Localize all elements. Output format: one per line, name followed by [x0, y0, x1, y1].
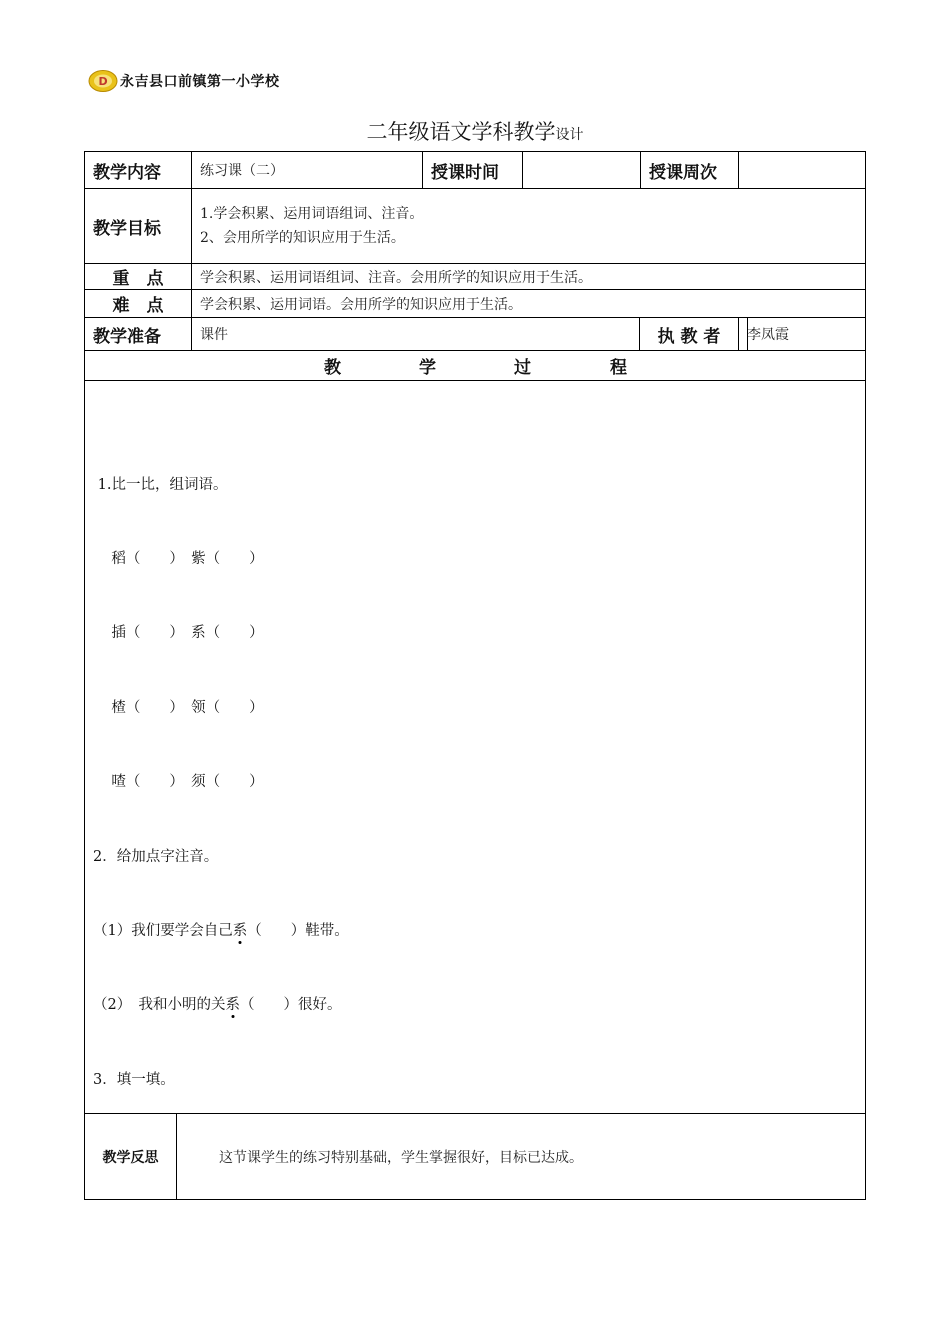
- process-text: （1）我们要学会自己: [93, 922, 233, 939]
- process-header-1: 教: [324, 358, 341, 378]
- lesson-plan-table: [84, 151, 866, 1200]
- reflection-text: 这节课学生的练习特别基础，学生掌握很好，目标已达成。: [219, 1149, 583, 1166]
- process-content: [93, 423, 503, 1114]
- svg-text:D: D: [98, 75, 108, 88]
- goal-value: [192, 189, 866, 264]
- process-line: [93, 993, 503, 1018]
- goal-line-2: 2、会用所学的知识应用于生活。: [200, 230, 405, 246]
- process-header: [85, 351, 866, 381]
- content-label: 教学内容: [85, 152, 192, 189]
- key-point-label: 重 点: [85, 264, 192, 290]
- time-label: 授课时间: [423, 152, 523, 189]
- content-value: 练习课（二）: [192, 152, 423, 189]
- teacher-label-text: 执 教 者: [657, 326, 721, 347]
- process-line: 2．给加点字注音。: [93, 848, 219, 865]
- goal-label: 教学目标: [85, 189, 192, 264]
- process-line: 1.比一比，组词语。: [93, 476, 228, 493]
- dotted-char: 系: [225, 997, 240, 1014]
- process-header-3: 过: [514, 358, 531, 378]
- key-point-value: 学会积累、运用词语组词、注音。会用所学的知识应用于生活。: [192, 264, 866, 290]
- goal-line-1: 1.学会积累、运用词语组词、注音。: [200, 206, 424, 222]
- reflection-value: [177, 1114, 866, 1200]
- difficulty-label: 难 点: [85, 290, 192, 318]
- time-value: [523, 152, 641, 189]
- process-line: [93, 919, 503, 944]
- process-header-4: 程: [610, 358, 627, 378]
- process-body: [85, 381, 866, 1114]
- process-line: 3．填一填。: [93, 1071, 175, 1088]
- difficulty-value: 学会积累、运用词语。会用所学的知识应用于生活。: [192, 290, 866, 318]
- process-line: 插（ ） 系（ ）: [93, 625, 264, 642]
- process-header-2: 学: [419, 358, 436, 378]
- process-line: 稻（ ） 紫（ ）: [93, 550, 264, 567]
- title-main: 二年级语文学科教学: [366, 120, 556, 144]
- process-text: （ ）鞋带。: [247, 922, 349, 939]
- process-text: （ ）很好。: [239, 997, 342, 1014]
- school-name: 永吉县口前镇第一小学校: [120, 74, 280, 90]
- dotted-char: 系: [232, 922, 248, 939]
- process-line: 楂（ ） 领（ ）: [93, 699, 264, 716]
- prep-value: 课件: [192, 318, 739, 351]
- school-emblem-icon: [88, 69, 118, 93]
- process-text: （2） 我和小明的关: [93, 997, 226, 1014]
- week-label: 授课周次: [641, 152, 739, 189]
- teacher-value: 李凤霞: [739, 318, 866, 351]
- reflection-label: [85, 1114, 177, 1200]
- reflection-label-text: 教学反思: [102, 1149, 159, 1166]
- week-value: [739, 152, 866, 189]
- page-title: [0, 116, 950, 146]
- process-line: 喳（ ） 须（ ）: [93, 774, 264, 791]
- teacher-label-cell: [639, 318, 739, 351]
- prep-label: 教学准备: [85, 318, 192, 351]
- title-suffix: 设计: [555, 127, 584, 143]
- school-logo: [88, 66, 280, 96]
